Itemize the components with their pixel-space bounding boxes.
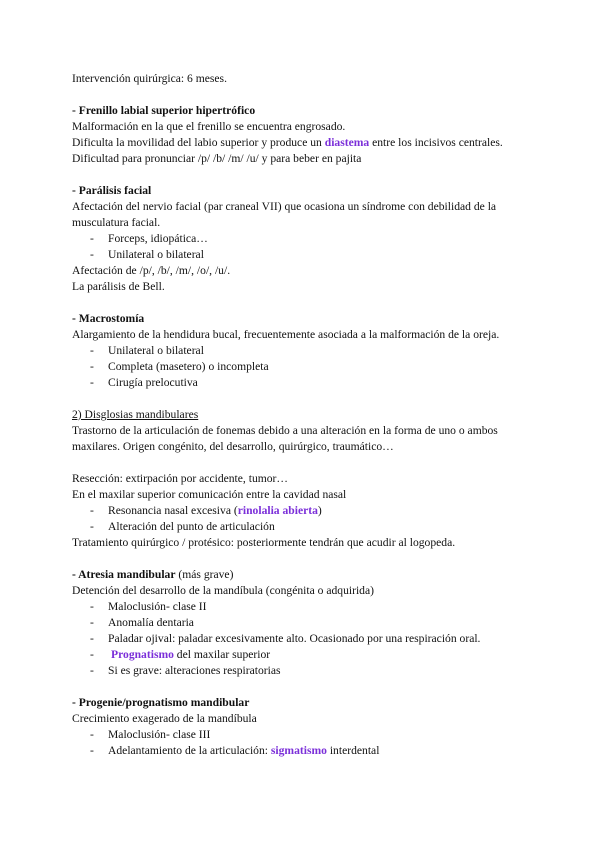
list-item: - Paladar ojival: paladar excesivamente alto. Ocasionado por una respiración oral. <box>90 632 481 645</box>
macrostomia-heading: - Macrostomía <box>72 312 145 325</box>
term-rinolalia-abierta: rinolalia abierta <box>237 504 318 517</box>
paralisis-description: Afectación del nervio facial (par craneal VII) que ocasiona un síndrome con debilidad de la musculatura facial. <box>72 200 497 229</box>
list-item: - Unilateral o bilateral <box>90 248 204 261</box>
term-sigmatismo: sigmatismo <box>270 744 327 757</box>
paralisis-after-1: Afectación de /p/, /b/, /m/, /o/, /u/. <box>72 264 231 277</box>
list-item: - Forceps, idiopática… <box>90 232 208 245</box>
list-item: - Unilateral o bilateral <box>90 344 204 357</box>
list-item: - Resonancia nasal excesiva (rinolalia abierta) <box>90 504 322 517</box>
list-item: - Cirugía prelocutiva <box>90 376 198 389</box>
macrostomia-description: Alargamiento de la hendidura bucal, frecuentemente asociada a la malformación de la oreja. <box>72 328 500 341</box>
list-item: - Si es grave: alteraciones respiratorias <box>90 664 281 677</box>
tratamiento-text: Tratamiento quirúrgico / protésico: posteriormente tendrán que acudir al logopeda. <box>72 536 456 549</box>
document-page <box>72 71 542 759</box>
reseccion-text: Resección: extirpación por accidente, tumor… <box>72 472 289 485</box>
frenillo-line-1: Malformación en la que el frenillo se encuentra engrosado. <box>72 120 346 133</box>
paralisis-after-2: La parálisis de Bell. <box>72 280 165 293</box>
term-diastema: diastema <box>324 136 370 149</box>
list-item: - Alteración del punto de articulación <box>90 520 275 533</box>
maxilar-text: En el maxilar superior comunicación entre la cavidad nasal <box>72 488 347 501</box>
frenillo-line-2: Dificulta la movilidad del labio superior y produce un diastema entre los incisivos centrales. <box>72 136 503 149</box>
disglosias-description: Trastorno de la articulación de fonemas debido a una alteración en la forma de uno o ambos maxilares. Origen congénito, del desarrollo, quirúrgico, traumático… <box>72 424 498 453</box>
paralisis-heading: - Parálisis facial <box>72 184 152 197</box>
atresia-heading: - Atresia mandibular (más grave) <box>72 568 234 581</box>
frenillo-line-3: Dificultad para pronunciar /p/ /b/ /m/ /u/ y para beber en pajita <box>72 152 362 165</box>
list-item: - Maloclusión- clase II <box>90 600 207 613</box>
list-item: - Anomalía dentaria <box>90 616 194 629</box>
list-item: - Completa (masetero) o incompleta <box>90 360 269 373</box>
disglosias-heading: 2) Disglosias mandibulares <box>72 408 199 421</box>
list-item: - Prognatismo del maxilar superior <box>90 648 271 661</box>
list-item: - Maloclusión- clase III <box>90 728 211 741</box>
intro-text: Intervención quirúrgica: 6 meses. <box>72 72 227 85</box>
atresia-description: Detención del desarrollo de la mandíbula (congénita o adquirida) <box>72 584 374 597</box>
progenie-heading: - Progenie/prognatismo mandibular <box>72 696 250 709</box>
frenillo-heading: - Frenillo labial superior hipertrófico <box>72 104 256 117</box>
progenie-description: Crecimiento exagerado de la mandíbula <box>72 712 257 725</box>
term-prognatismo: Prognatismo <box>111 648 174 661</box>
list-item: - Adelantamiento de la articulación: sigmatismo interdental <box>90 744 380 757</box>
